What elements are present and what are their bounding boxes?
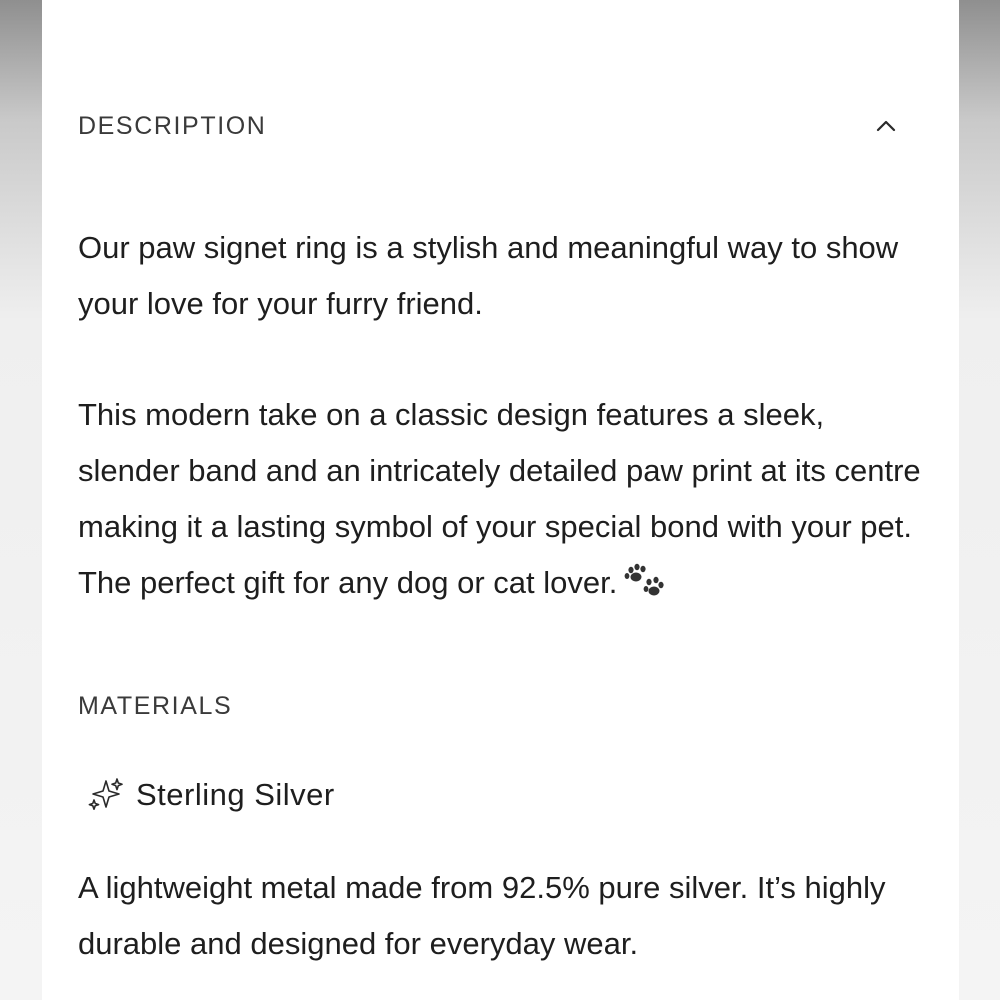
description-paragraph-2 [78,387,928,611]
materials-title: MATERIALS [78,692,233,720]
description-accordion-header[interactable] [78,106,898,146]
description-title: DESCRIPTION [78,111,267,140]
chevron-up-icon[interactable] [874,114,898,138]
material-description: A lightweight metal made from 92.5% pure silver. It’s highly durable and designed for everyday wear. [78,870,886,961]
paw-prints-icon [621,563,665,599]
product-details-panel [42,0,959,1000]
sparkles-icon [86,775,126,815]
description-paragraph-2-text: This modern take on a classic design features a sleek, slender band and an intricately detailed paw print at its centre making it a lasting symbol of your special bond with your pet. The perfect gift for any dog or cat lover. [78,397,921,600]
material-item [86,770,335,820]
description-paragraph-1: Our paw signet ring is a stylish and meaningful way to show your love for your furry friend. [78,230,899,321]
material-name: Sterling Silver [136,777,335,812]
